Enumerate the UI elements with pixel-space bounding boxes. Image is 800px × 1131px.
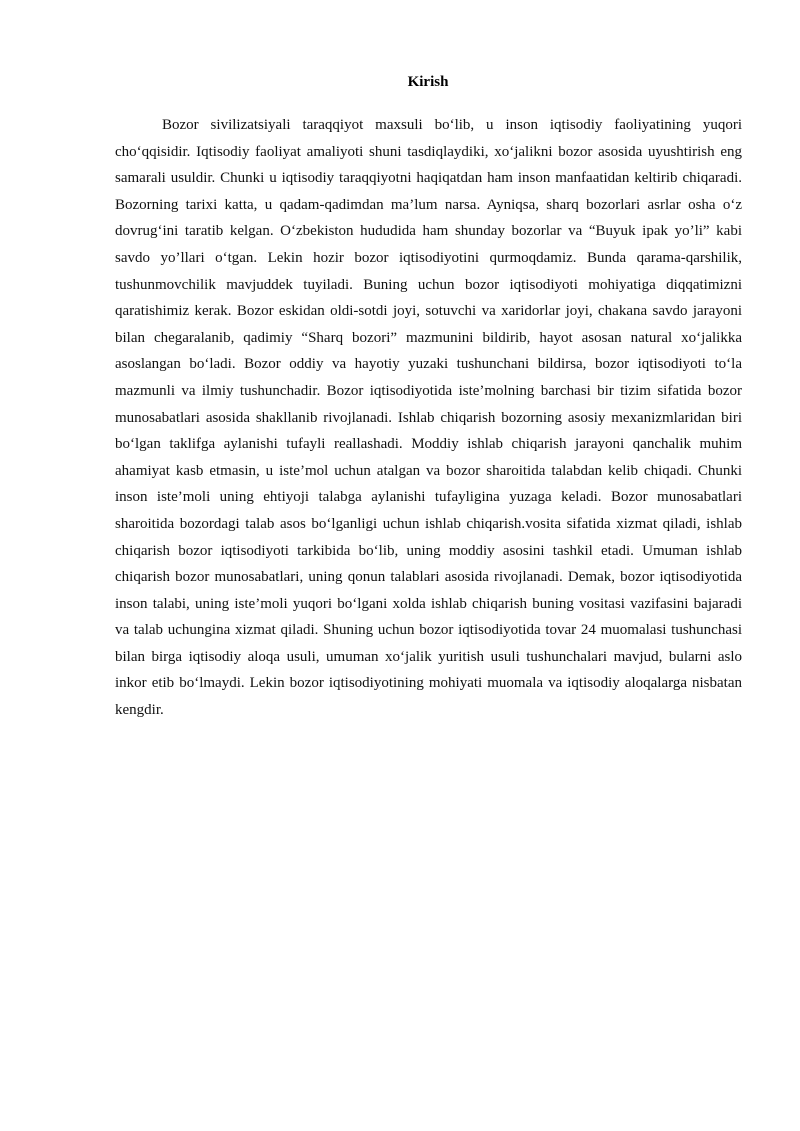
- body-paragraph: Bozor sivilizatsiyali taraqqiyot maxsuli bo‘lib, u inson iqtisodiy faoliyatining yuqori cho‘qqisidir. Iqtisodiy faoliyat amaliyoti shuni tasdiqlaydiki, xo‘jalikni bozor asosida uyushtirish eng samarali usuldir. Chunki u iqtisodiy taraqqiyotni haqiqatdan ham inson manfaatidan keltirib chiqaradi. Bozorning tarixi katta, u qadam-qadimdan ma’lum narsa. Ayniqsa, sharq bozorlari asrlar osha o‘z dovrug‘ini taratib kelgan. O‘zbekiston hududida ham shunday bozorlar va “Buyuk ipak yo’li” kabi savdo yo’llari o‘tgan. Lekin hozir bozor iqtisodiyotini qurmoqdamiz. Bunda qarama-qarshilik, tushunmovchilik mavjuddek tuyiladi. Buning uchun bozor iqtisodiyoti mohiyatiga diqqatimizni qaratishimiz kerak. Bozor eskidan oldi-sotdi joyi, sotuvchi va xaridorlar joyi, chakana savdo jarayoni bilan chegaralanib, qadimiy “Sharq bozori” mazmunini bildirib, hayot asosan natural xo‘jalikka asoslangan bo‘ladi. Bozor oddiy va hayotiy yuzaki tushunchani bildirsa, bozor iqtisodiyoti to‘la mazmunli va ilmiy tushunchadir. Bozor iqtisodiyotida iste’molning barchasi bir tizim sifatida bozor munosabatlari asosida shakllanib rivojlanadi. Ishlab chiqarish bozorning asosiy mexanizmlaridan biri bo‘lgan taklifga aylanishi tufayli reallashadi. Moddiy ishlab chiqarish jarayoni qanchalik muhim ahamiyat kasb etmasin, u iste’mol uchun atalgan va bozor sharoitida talabdan kelib chiqadi. Chunki inson iste’moli uning ehtiyoji talabga aylanishi tufayligina yuzaga keladi. Bozor munosabatlari sharoitida bozordagi talab asos bo‘lganligi uchun ishlab chiqarish.vosita sifatida xizmat qiladi, ishlab chiqarish bozor iqtisodiyoti tarkibida bo‘lib, uning moddiy asosini tashkil etadi. Umuman ishlab chiqarish bozor munosabatlari, uning qonun talablari asosida rivojlanadi. Demak, bozor iqtisodiyotida inson talabi, uning iste’moli yuqori bo‘lgani xolda ishlab chiqarish buning vositasi vazifasini bajaradi va talab uchungina xizmat qiladi. Shuning uchun bozor iqtisodiyotida tovar 24 muomalasi tushunchasi bilan birga iqtisodiy aloqa usuli, umuman xo‘jalik yuritish usuli tushunchalari mavjud, bularni aslo inkor etib bo‘lmaydi. Lekin bozor iqtisodiyotining mohiyati muomala va iqtisodiy aloqalarga nisbatan kengdir.: [115, 117, 742, 719]
- document-title: Kirish: [407, 74, 449, 90]
